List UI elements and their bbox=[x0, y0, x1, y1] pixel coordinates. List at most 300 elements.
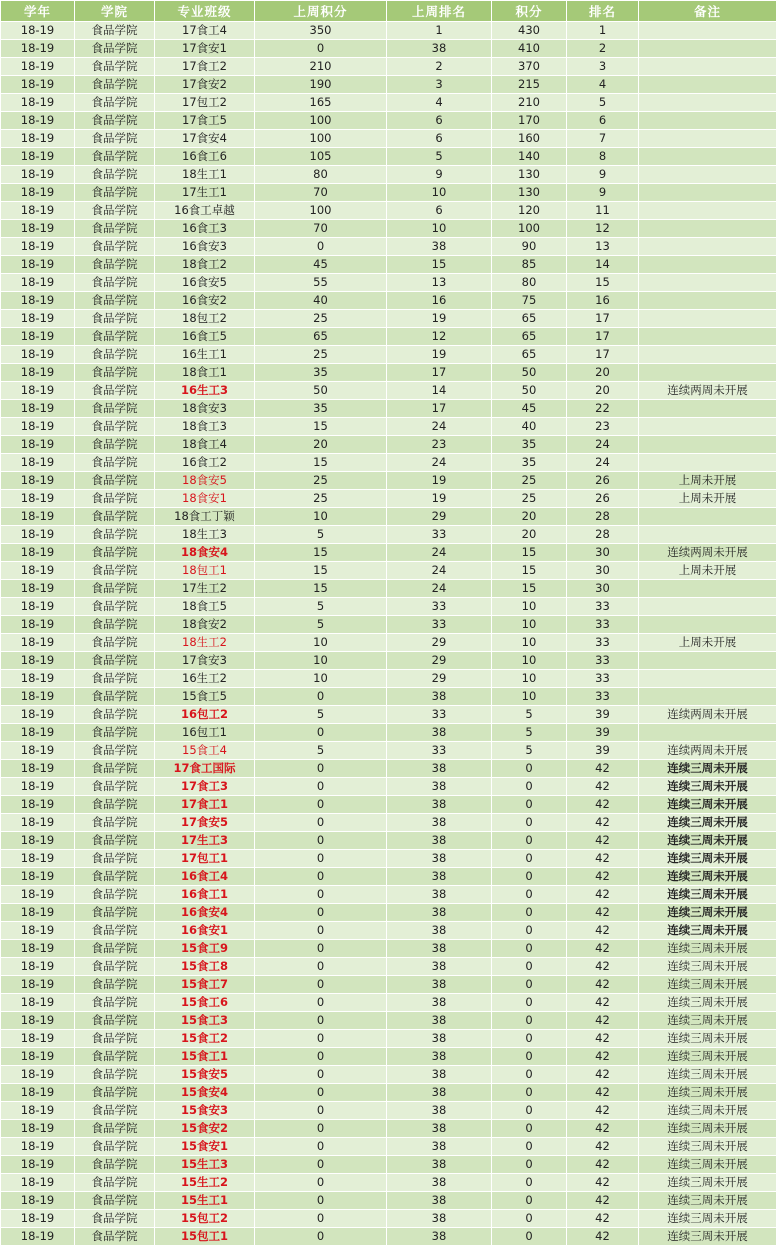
cell-score: 65 bbox=[492, 346, 567, 364]
cell-class: 17食安3 bbox=[155, 652, 255, 670]
cell-last-week-score: 80 bbox=[255, 166, 387, 184]
cell-note bbox=[639, 130, 776, 148]
cell-college: 食品学院 bbox=[75, 904, 155, 922]
cell-college: 食品学院 bbox=[75, 346, 155, 364]
cell-score: 0 bbox=[492, 1048, 567, 1066]
cell-last-week-score: 190 bbox=[255, 76, 387, 94]
cell-last-week-rank: 38 bbox=[387, 724, 492, 742]
cell-class: 18食工2 bbox=[155, 256, 255, 274]
cell-score: 35 bbox=[492, 454, 567, 472]
cell-note bbox=[639, 238, 776, 256]
cell-class: 18食工1 bbox=[155, 364, 255, 382]
cell-class: 15食工1 bbox=[155, 1048, 255, 1066]
cell-rank: 42 bbox=[567, 1030, 639, 1048]
cell-college: 食品学院 bbox=[75, 436, 155, 454]
cell-class: 16食工2 bbox=[155, 454, 255, 472]
cell-last-week-score: 100 bbox=[255, 112, 387, 130]
table-row bbox=[1, 760, 776, 778]
cell-last-week-rank: 38 bbox=[387, 1228, 492, 1246]
cell-college: 食品学院 bbox=[75, 76, 155, 94]
cell-rank: 30 bbox=[567, 562, 639, 580]
cell-class: 15生工2 bbox=[155, 1174, 255, 1192]
cell-last-week-score: 210 bbox=[255, 58, 387, 76]
table-row bbox=[1, 1138, 776, 1156]
cell-last-week-rank: 38 bbox=[387, 688, 492, 706]
cell-last-week-rank: 10 bbox=[387, 184, 492, 202]
table-row bbox=[1, 850, 776, 868]
cell-last-week-score: 25 bbox=[255, 472, 387, 490]
cell-college: 食品学院 bbox=[75, 328, 155, 346]
cell-year: 18-19 bbox=[1, 40, 75, 58]
cell-last-week-rank: 38 bbox=[387, 940, 492, 958]
cell-note: 连续三周未开展 bbox=[639, 1210, 776, 1228]
cell-class: 18食工4 bbox=[155, 436, 255, 454]
cell-rank: 33 bbox=[567, 670, 639, 688]
cell-score: 5 bbox=[492, 706, 567, 724]
cell-last-week-rank: 38 bbox=[387, 796, 492, 814]
cell-note: 连续三周未开展 bbox=[639, 1102, 776, 1120]
cell-class: 17生工3 bbox=[155, 832, 255, 850]
cell-note: 连续三周未开展 bbox=[639, 814, 776, 832]
cell-last-week-score: 0 bbox=[255, 1120, 387, 1138]
cell-score: 0 bbox=[492, 958, 567, 976]
cell-score: 75 bbox=[492, 292, 567, 310]
cell-year: 18-19 bbox=[1, 256, 75, 274]
table-row bbox=[1, 832, 776, 850]
cell-note: 连续三周未开展 bbox=[639, 832, 776, 850]
cell-last-week-rank: 17 bbox=[387, 400, 492, 418]
cell-last-week-score: 165 bbox=[255, 94, 387, 112]
cell-class: 17食安4 bbox=[155, 130, 255, 148]
cell-score: 15 bbox=[492, 544, 567, 562]
cell-last-week-score: 5 bbox=[255, 742, 387, 760]
cell-college: 食品学院 bbox=[75, 256, 155, 274]
cell-score: 0 bbox=[492, 1192, 567, 1210]
cell-class: 17食安2 bbox=[155, 76, 255, 94]
cell-last-week-score: 0 bbox=[255, 1084, 387, 1102]
cell-score: 65 bbox=[492, 310, 567, 328]
cell-rank: 42 bbox=[567, 1156, 639, 1174]
cell-college: 食品学院 bbox=[75, 94, 155, 112]
cell-last-week-score: 0 bbox=[255, 724, 387, 742]
cell-class: 17食工3 bbox=[155, 778, 255, 796]
cell-note: 上周未开展 bbox=[639, 490, 776, 508]
cell-year: 18-19 bbox=[1, 508, 75, 526]
cell-college: 食品学院 bbox=[75, 526, 155, 544]
table-row bbox=[1, 202, 776, 220]
table-row bbox=[1, 328, 776, 346]
cell-note: 连续三周未开展 bbox=[639, 1192, 776, 1210]
cell-last-week-rank: 33 bbox=[387, 706, 492, 724]
cell-score: 5 bbox=[492, 742, 567, 760]
cell-score: 0 bbox=[492, 778, 567, 796]
cell-year: 18-19 bbox=[1, 958, 75, 976]
cell-score: 10 bbox=[492, 634, 567, 652]
cell-year: 18-19 bbox=[1, 1156, 75, 1174]
cell-last-week-score: 55 bbox=[255, 274, 387, 292]
cell-score: 215 bbox=[492, 76, 567, 94]
cell-college: 食品学院 bbox=[75, 1174, 155, 1192]
cell-last-week-score: 0 bbox=[255, 40, 387, 58]
cell-last-week-rank: 19 bbox=[387, 472, 492, 490]
cell-college: 食品学院 bbox=[75, 220, 155, 238]
cell-score: 0 bbox=[492, 886, 567, 904]
cell-last-week-rank: 12 bbox=[387, 328, 492, 346]
cell-rank: 42 bbox=[567, 1174, 639, 1192]
table-row bbox=[1, 238, 776, 256]
cell-college: 食品学院 bbox=[75, 652, 155, 670]
cell-rank: 22 bbox=[567, 400, 639, 418]
cell-last-week-rank: 24 bbox=[387, 562, 492, 580]
cell-year: 18-19 bbox=[1, 814, 75, 832]
cell-class: 18生工1 bbox=[155, 166, 255, 184]
cell-year: 18-19 bbox=[1, 274, 75, 292]
cell-college: 食品学院 bbox=[75, 310, 155, 328]
table-row bbox=[1, 814, 776, 832]
table-row bbox=[1, 400, 776, 418]
cell-class: 18食工3 bbox=[155, 418, 255, 436]
cell-note bbox=[639, 364, 776, 382]
cell-last-week-score: 0 bbox=[255, 940, 387, 958]
cell-last-week-rank: 13 bbox=[387, 274, 492, 292]
cell-college: 食品学院 bbox=[75, 544, 155, 562]
cell-college: 食品学院 bbox=[75, 616, 155, 634]
cell-last-week-score: 10 bbox=[255, 652, 387, 670]
cell-score: 130 bbox=[492, 166, 567, 184]
cell-last-week-rank: 38 bbox=[387, 238, 492, 256]
cell-year: 18-19 bbox=[1, 184, 75, 202]
cell-last-week-score: 50 bbox=[255, 382, 387, 400]
cell-college: 食品学院 bbox=[75, 508, 155, 526]
cell-note: 连续三周未开展 bbox=[639, 850, 776, 868]
cell-college: 食品学院 bbox=[75, 814, 155, 832]
cell-year: 18-19 bbox=[1, 58, 75, 76]
table-row bbox=[1, 778, 776, 796]
cell-score: 370 bbox=[492, 58, 567, 76]
cell-year: 18-19 bbox=[1, 472, 75, 490]
cell-college: 食品学院 bbox=[75, 1210, 155, 1228]
cell-score: 50 bbox=[492, 364, 567, 382]
cell-college: 食品学院 bbox=[75, 418, 155, 436]
table-row bbox=[1, 976, 776, 994]
cell-rank: 11 bbox=[567, 202, 639, 220]
cell-last-week-score: 105 bbox=[255, 148, 387, 166]
cell-score: 50 bbox=[492, 382, 567, 400]
cell-rank: 42 bbox=[567, 940, 639, 958]
cell-year: 18-19 bbox=[1, 346, 75, 364]
cell-note: 连续三周未开展 bbox=[639, 1174, 776, 1192]
table-row bbox=[1, 472, 776, 490]
table-row bbox=[1, 742, 776, 760]
cell-last-week-score: 0 bbox=[255, 868, 387, 886]
cell-college: 食品学院 bbox=[75, 562, 155, 580]
table-row bbox=[1, 454, 776, 472]
cell-note bbox=[639, 652, 776, 670]
cell-class: 18食安2 bbox=[155, 616, 255, 634]
cell-rank: 42 bbox=[567, 1192, 639, 1210]
cell-year: 18-19 bbox=[1, 616, 75, 634]
cell-rank: 9 bbox=[567, 166, 639, 184]
header-class: 专业班级 bbox=[155, 1, 255, 22]
cell-college: 食品学院 bbox=[75, 1228, 155, 1246]
cell-note: 连续三周未开展 bbox=[639, 1156, 776, 1174]
table-row bbox=[1, 274, 776, 292]
cell-last-week-rank: 29 bbox=[387, 652, 492, 670]
table-row bbox=[1, 148, 776, 166]
cell-class: 16生工3 bbox=[155, 382, 255, 400]
cell-score: 0 bbox=[492, 904, 567, 922]
cell-last-week-rank: 6 bbox=[387, 130, 492, 148]
cell-year: 18-19 bbox=[1, 1138, 75, 1156]
table-row bbox=[1, 220, 776, 238]
cell-year: 18-19 bbox=[1, 544, 75, 562]
table-row bbox=[1, 436, 776, 454]
cell-score: 140 bbox=[492, 148, 567, 166]
cell-last-week-score: 0 bbox=[255, 1174, 387, 1192]
cell-class: 15食工9 bbox=[155, 940, 255, 958]
cell-year: 18-19 bbox=[1, 1228, 75, 1246]
cell-last-week-score: 0 bbox=[255, 796, 387, 814]
table-row bbox=[1, 886, 776, 904]
cell-year: 18-19 bbox=[1, 1102, 75, 1120]
header-note: 备注 bbox=[639, 1, 776, 22]
table-row bbox=[1, 418, 776, 436]
table-row bbox=[1, 1174, 776, 1192]
cell-college: 食品学院 bbox=[75, 1102, 155, 1120]
cell-rank: 42 bbox=[567, 1210, 639, 1228]
cell-class: 17食工国际 bbox=[155, 760, 255, 778]
cell-note bbox=[639, 22, 776, 40]
cell-year: 18-19 bbox=[1, 688, 75, 706]
cell-year: 18-19 bbox=[1, 76, 75, 94]
cell-last-week-rank: 38 bbox=[387, 1084, 492, 1102]
cell-rank: 28 bbox=[567, 526, 639, 544]
cell-last-week-rank: 38 bbox=[387, 1066, 492, 1084]
cell-score: 40 bbox=[492, 418, 567, 436]
cell-class: 15食工6 bbox=[155, 994, 255, 1012]
cell-rank: 2 bbox=[567, 40, 639, 58]
table-row bbox=[1, 166, 776, 184]
cell-score: 0 bbox=[492, 1156, 567, 1174]
cell-college: 食品学院 bbox=[75, 112, 155, 130]
cell-last-week-score: 0 bbox=[255, 1012, 387, 1030]
cell-class: 15食安5 bbox=[155, 1066, 255, 1084]
cell-year: 18-19 bbox=[1, 364, 75, 382]
header-score: 积分 bbox=[492, 1, 567, 22]
cell-last-week-rank: 1 bbox=[387, 22, 492, 40]
cell-college: 食品学院 bbox=[75, 238, 155, 256]
cell-note bbox=[639, 256, 776, 274]
cell-note bbox=[639, 94, 776, 112]
cell-rank: 30 bbox=[567, 544, 639, 562]
cell-rank: 39 bbox=[567, 742, 639, 760]
cell-class: 18生工2 bbox=[155, 634, 255, 652]
table-row bbox=[1, 508, 776, 526]
cell-last-week-score: 0 bbox=[255, 922, 387, 940]
table-row bbox=[1, 1156, 776, 1174]
cell-last-week-score: 0 bbox=[255, 904, 387, 922]
cell-rank: 33 bbox=[567, 616, 639, 634]
cell-note bbox=[639, 508, 776, 526]
cell-college: 食品学院 bbox=[75, 922, 155, 940]
cell-last-week-score: 0 bbox=[255, 976, 387, 994]
cell-year: 18-19 bbox=[1, 292, 75, 310]
cell-year: 18-19 bbox=[1, 562, 75, 580]
cell-score: 45 bbox=[492, 400, 567, 418]
cell-score: 0 bbox=[492, 1012, 567, 1030]
cell-last-week-rank: 38 bbox=[387, 778, 492, 796]
cell-last-week-rank: 38 bbox=[387, 1120, 492, 1138]
cell-score: 35 bbox=[492, 436, 567, 454]
cell-year: 18-19 bbox=[1, 976, 75, 994]
cell-last-week-score: 5 bbox=[255, 598, 387, 616]
cell-last-week-score: 0 bbox=[255, 778, 387, 796]
cell-rank: 9 bbox=[567, 184, 639, 202]
cell-note: 连续三周未开展 bbox=[639, 1066, 776, 1084]
cell-class: 16食工4 bbox=[155, 868, 255, 886]
cell-rank: 28 bbox=[567, 508, 639, 526]
cell-last-week-rank: 38 bbox=[387, 1156, 492, 1174]
cell-rank: 42 bbox=[567, 1084, 639, 1102]
cell-note bbox=[639, 526, 776, 544]
cell-last-week-rank: 17 bbox=[387, 364, 492, 382]
cell-score: 10 bbox=[492, 616, 567, 634]
cell-rank: 17 bbox=[567, 346, 639, 364]
table-row bbox=[1, 562, 776, 580]
cell-score: 65 bbox=[492, 328, 567, 346]
table-row bbox=[1, 1228, 776, 1246]
cell-last-week-score: 70 bbox=[255, 184, 387, 202]
cell-last-week-rank: 24 bbox=[387, 544, 492, 562]
cell-last-week-rank: 38 bbox=[387, 886, 492, 904]
cell-college: 食品学院 bbox=[75, 58, 155, 76]
cell-class: 18食安1 bbox=[155, 490, 255, 508]
cell-rank: 5 bbox=[567, 94, 639, 112]
cell-score: 20 bbox=[492, 508, 567, 526]
cell-score: 100 bbox=[492, 220, 567, 238]
cell-score: 0 bbox=[492, 1084, 567, 1102]
cell-year: 18-19 bbox=[1, 796, 75, 814]
table-row bbox=[1, 76, 776, 94]
cell-last-week-rank: 19 bbox=[387, 490, 492, 508]
cell-rank: 14 bbox=[567, 256, 639, 274]
cell-college: 食品学院 bbox=[75, 130, 155, 148]
cell-score: 20 bbox=[492, 526, 567, 544]
cell-note bbox=[639, 688, 776, 706]
cell-note bbox=[639, 598, 776, 616]
cell-note bbox=[639, 418, 776, 436]
cell-note bbox=[639, 580, 776, 598]
cell-college: 食品学院 bbox=[75, 472, 155, 490]
cell-rank: 26 bbox=[567, 490, 639, 508]
cell-score: 0 bbox=[492, 1174, 567, 1192]
cell-note bbox=[639, 76, 776, 94]
cell-rank: 42 bbox=[567, 994, 639, 1012]
cell-rank: 20 bbox=[567, 382, 639, 400]
cell-year: 18-19 bbox=[1, 418, 75, 436]
cell-note bbox=[639, 274, 776, 292]
table-row bbox=[1, 544, 776, 562]
cell-rank: 24 bbox=[567, 454, 639, 472]
table-row bbox=[1, 670, 776, 688]
cell-rank: 42 bbox=[567, 976, 639, 994]
cell-note: 上周未开展 bbox=[639, 634, 776, 652]
cell-last-week-rank: 24 bbox=[387, 418, 492, 436]
cell-rank: 33 bbox=[567, 598, 639, 616]
cell-year: 18-19 bbox=[1, 940, 75, 958]
table-row bbox=[1, 346, 776, 364]
table-row bbox=[1, 940, 776, 958]
cell-rank: 17 bbox=[567, 310, 639, 328]
cell-score: 10 bbox=[492, 652, 567, 670]
cell-note: 连续两周未开展 bbox=[639, 742, 776, 760]
cell-note: 连续三周未开展 bbox=[639, 940, 776, 958]
table-row bbox=[1, 634, 776, 652]
cell-last-week-rank: 38 bbox=[387, 760, 492, 778]
cell-year: 18-19 bbox=[1, 130, 75, 148]
cell-year: 18-19 bbox=[1, 1210, 75, 1228]
cell-rank: 42 bbox=[567, 1138, 639, 1156]
cell-note: 连续三周未开展 bbox=[639, 922, 776, 940]
cell-last-week-rank: 38 bbox=[387, 850, 492, 868]
cell-college: 食品学院 bbox=[75, 400, 155, 418]
cell-note: 上周未开展 bbox=[639, 472, 776, 490]
cell-rank: 42 bbox=[567, 778, 639, 796]
cell-last-week-rank: 29 bbox=[387, 508, 492, 526]
cell-year: 18-19 bbox=[1, 760, 75, 778]
table-row bbox=[1, 868, 776, 886]
cell-last-week-rank: 38 bbox=[387, 868, 492, 886]
cell-last-week-score: 5 bbox=[255, 526, 387, 544]
table-row bbox=[1, 40, 776, 58]
table-row bbox=[1, 580, 776, 598]
cell-college: 食品学院 bbox=[75, 274, 155, 292]
cell-note bbox=[639, 400, 776, 418]
cell-last-week-rank: 14 bbox=[387, 382, 492, 400]
cell-year: 18-19 bbox=[1, 1120, 75, 1138]
cell-class: 16生工2 bbox=[155, 670, 255, 688]
cell-score: 0 bbox=[492, 796, 567, 814]
cell-rank: 33 bbox=[567, 652, 639, 670]
cell-last-week-rank: 5 bbox=[387, 148, 492, 166]
cell-year: 18-19 bbox=[1, 652, 75, 670]
cell-score: 0 bbox=[492, 868, 567, 886]
cell-last-week-score: 15 bbox=[255, 544, 387, 562]
cell-last-week-score: 35 bbox=[255, 400, 387, 418]
cell-last-week-score: 0 bbox=[255, 1210, 387, 1228]
cell-class: 16食安5 bbox=[155, 274, 255, 292]
cell-class: 16食安3 bbox=[155, 238, 255, 256]
cell-class: 17包工1 bbox=[155, 850, 255, 868]
table-row bbox=[1, 958, 776, 976]
cell-year: 18-19 bbox=[1, 112, 75, 130]
cell-college: 食品学院 bbox=[75, 1120, 155, 1138]
cell-class: 15食工4 bbox=[155, 742, 255, 760]
table-row bbox=[1, 598, 776, 616]
cell-rank: 42 bbox=[567, 1066, 639, 1084]
cell-note: 上周未开展 bbox=[639, 562, 776, 580]
cell-college: 食品学院 bbox=[75, 886, 155, 904]
cell-rank: 42 bbox=[567, 1102, 639, 1120]
cell-year: 18-19 bbox=[1, 598, 75, 616]
cell-last-week-score: 5 bbox=[255, 616, 387, 634]
cell-last-week-rank: 29 bbox=[387, 670, 492, 688]
cell-note: 连续三周未开展 bbox=[639, 1084, 776, 1102]
cell-last-week-score: 0 bbox=[255, 238, 387, 256]
cell-score: 0 bbox=[492, 1228, 567, 1246]
cell-last-week-rank: 38 bbox=[387, 922, 492, 940]
cell-year: 18-19 bbox=[1, 922, 75, 940]
